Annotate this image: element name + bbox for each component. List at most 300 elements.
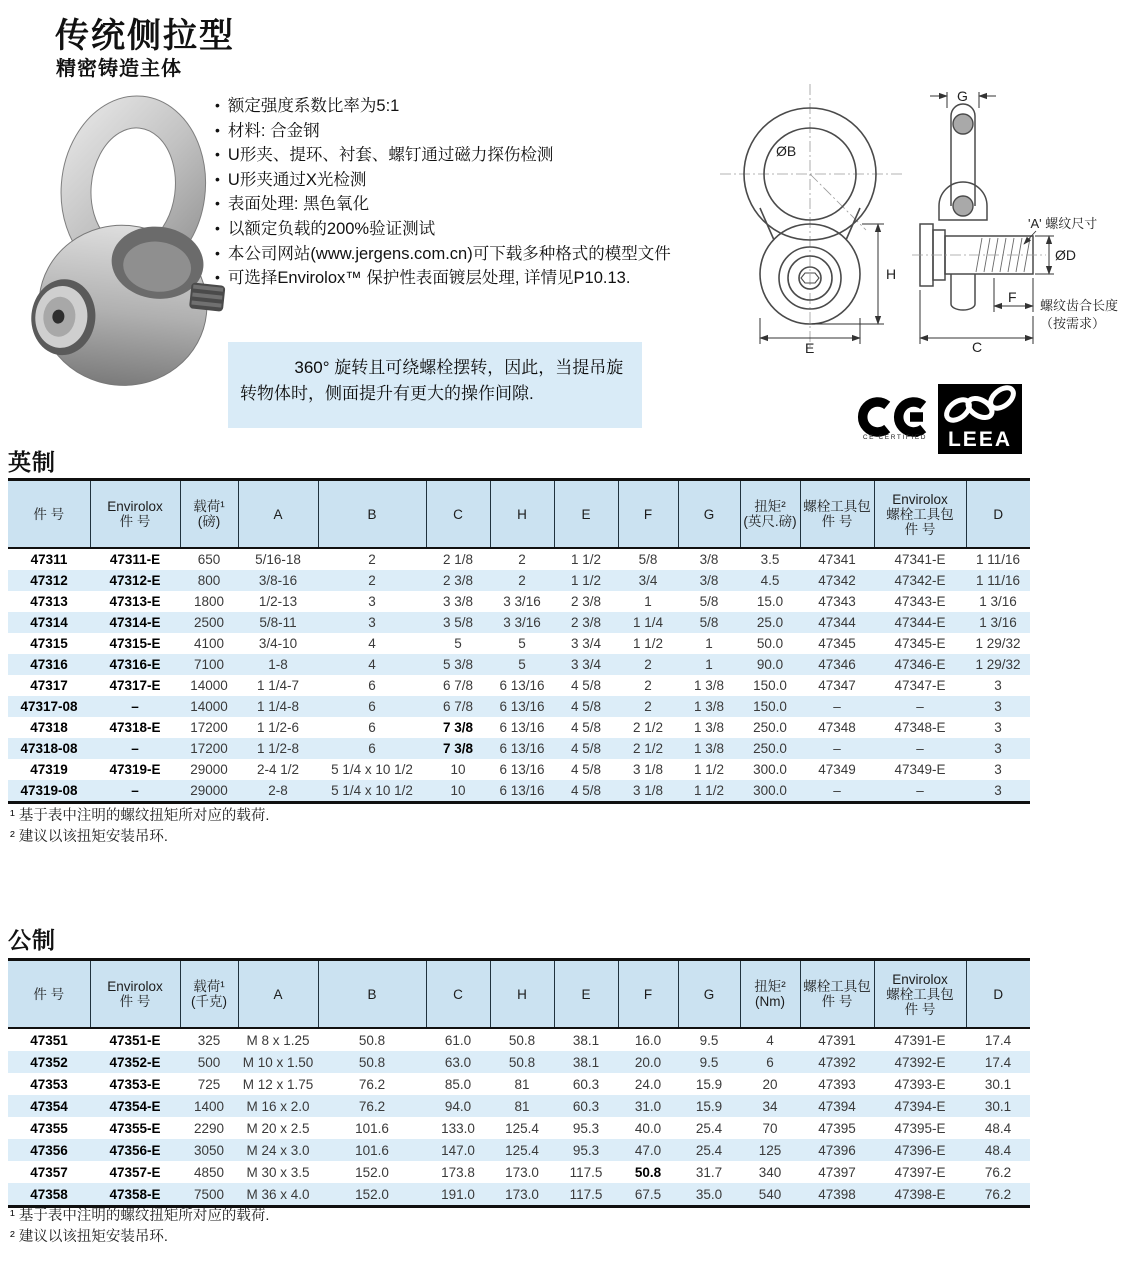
cell: M 12 x 1.75 <box>242 1076 314 1092</box>
cell: 47347-E <box>894 678 946 693</box>
cell: 47395-E <box>894 1120 946 1136</box>
cell: 47311 <box>30 552 68 567</box>
cell: 1 1/4 <box>632 615 664 630</box>
cell: 4850 <box>193 1164 225 1180</box>
cell: 47394-E <box>894 1098 946 1114</box>
cell: 6 13/16 <box>499 783 545 798</box>
table-row <box>8 612 1030 633</box>
table-row <box>8 738 1030 759</box>
column-header: Envirolox 件 号 <box>90 960 180 1029</box>
cell: 14000 <box>190 678 228 693</box>
cell: 5 1/4 x 10 1/2 <box>331 783 413 798</box>
imperial-spec-table <box>8 478 1030 804</box>
table-row <box>8 717 1030 738</box>
ce-caption: CE CERTIFIED <box>862 434 928 441</box>
cell: 14000 <box>190 699 228 714</box>
column-header: G <box>678 480 740 549</box>
cell: 3 3/4 <box>570 657 602 672</box>
table-row <box>8 591 1030 612</box>
cell: 47397-E <box>894 1164 946 1180</box>
cell: 47352 <box>30 1054 68 1070</box>
cell: 4 5/8 <box>570 762 602 777</box>
cell: 47314 <box>30 615 68 630</box>
cell: 47346-E <box>894 657 946 672</box>
cell: 47349 <box>818 762 856 777</box>
cell: 60.3 <box>572 1098 600 1114</box>
cell: 30.1 <box>984 1098 1012 1114</box>
cell: – <box>916 783 924 798</box>
cell: 76.2 <box>984 1186 1012 1202</box>
cell: 5 <box>518 657 526 672</box>
cell: 20 <box>762 1076 778 1092</box>
cell: 4 5/8 <box>570 678 602 693</box>
cell: 1 29/32 <box>975 636 1021 651</box>
cell: 3 <box>994 741 1002 756</box>
header-row <box>8 960 1030 1029</box>
cell: 17.4 <box>984 1054 1012 1070</box>
table-row <box>8 1139 1030 1161</box>
dim-label-h: H <box>886 266 897 282</box>
cell: 17.4 <box>984 1032 1012 1048</box>
cell: 47346 <box>818 657 856 672</box>
cell: 47342 <box>818 573 856 588</box>
cell: 1400 <box>193 1098 225 1114</box>
cell: 67.5 <box>634 1186 662 1202</box>
cell: 1 1/4-8 <box>256 699 300 714</box>
cell: 191.0 <box>441 1186 475 1202</box>
footnote: ² 建议以该扭矩安装吊环. <box>10 1229 168 1245</box>
table-row <box>8 633 1030 654</box>
cell: 70 <box>762 1120 778 1136</box>
cell: 7 3/8 <box>442 741 474 756</box>
cell: 1 1/2 <box>693 762 725 777</box>
cell: 5/8 <box>638 552 658 567</box>
column-header: 件 号 <box>8 960 90 1029</box>
cell: 125.4 <box>505 1120 539 1136</box>
cell: 6 <box>368 720 376 735</box>
cell: M 10 x 1.50 <box>242 1054 314 1070</box>
cell: 60.3 <box>572 1076 600 1092</box>
dim-label-d: ØD <box>1055 247 1076 263</box>
cell: 47357-E <box>109 1164 161 1180</box>
cell: 47319-08 <box>20 783 78 798</box>
cell: 47311-E <box>109 552 161 567</box>
cell: 20.0 <box>634 1054 662 1070</box>
cell: 3 5/8 <box>442 615 474 630</box>
cell: 3 3/16 <box>503 594 541 609</box>
cell: 48.4 <box>984 1142 1012 1158</box>
cell: 1 11/16 <box>975 552 1021 567</box>
cell: 3 <box>994 678 1002 693</box>
column-header: D <box>966 480 1030 549</box>
cell: 125.4 <box>505 1142 539 1158</box>
cell: 47318 <box>30 720 68 735</box>
cell: 47355 <box>30 1120 68 1136</box>
table-row <box>8 654 1030 675</box>
column-header: C <box>426 480 490 549</box>
column-header: B <box>318 480 426 549</box>
cell: 61.0 <box>444 1032 472 1048</box>
cell: 47392 <box>818 1054 856 1070</box>
page-subtitle: 精密铸造主体 <box>56 58 182 80</box>
feature-item: • U形夹、提环、衬套、螺钉通过磁力探伤检测 <box>213 143 721 168</box>
cell: 1 1/4-7 <box>256 678 300 693</box>
cell: 47354-E <box>109 1098 161 1114</box>
engagement-label-1: 螺纹齿合长度 <box>1040 298 1119 313</box>
cell: 1 3/16 <box>979 594 1017 609</box>
cell: 30.1 <box>984 1076 1012 1092</box>
cell: 47398-E <box>894 1186 946 1202</box>
cell: 85.0 <box>444 1076 472 1092</box>
cell: 150.0 <box>753 678 787 693</box>
cell: 6 13/16 <box>499 720 545 735</box>
cell: 1 11/16 <box>975 573 1021 588</box>
cell: 47317-E <box>109 678 161 693</box>
cell: 3 <box>994 762 1002 777</box>
cell: 6 13/16 <box>499 741 545 756</box>
column-header: H <box>490 960 554 1029</box>
column-header: A <box>238 480 318 549</box>
table-row <box>8 1183 1030 1207</box>
cell: – <box>131 699 139 714</box>
chain-icon <box>938 384 1022 428</box>
cell: 2-8 <box>268 783 288 798</box>
cell: 2 3/8 <box>442 573 474 588</box>
cell: 2 3/8 <box>570 615 602 630</box>
cell: 1 1/2 <box>570 552 602 567</box>
cell: 31.7 <box>695 1164 723 1180</box>
cell: 47397 <box>818 1164 856 1180</box>
cell: 2 <box>644 657 652 672</box>
cell: 7100 <box>193 657 225 672</box>
table-row <box>8 1028 1030 1051</box>
cell: 117.5 <box>569 1186 603 1202</box>
column-header: C <box>426 960 490 1029</box>
cell: 4 5/8 <box>570 783 602 798</box>
cell: 1 3/8 <box>693 699 725 714</box>
cell: – <box>916 741 924 756</box>
cell: 31.0 <box>634 1098 662 1114</box>
cell: 4100 <box>193 636 225 651</box>
column-header: 螺栓工具包 件 号 <box>800 960 874 1029</box>
cell: M 36 x 4.0 <box>246 1186 310 1202</box>
cell: M 30 x 3.5 <box>246 1164 310 1180</box>
cell: 325 <box>197 1032 221 1048</box>
cell: 47355-E <box>109 1120 161 1136</box>
cell: 6 <box>368 699 376 714</box>
cell: 4.5 <box>760 573 780 588</box>
cell: 173.0 <box>505 1164 539 1180</box>
table-row <box>8 759 1030 780</box>
leea-logo <box>938 384 1022 454</box>
cell: 94.0 <box>444 1098 472 1114</box>
cell: 47347 <box>818 678 856 693</box>
cell: 29000 <box>190 783 228 798</box>
column-header: F <box>618 480 678 549</box>
cell: 133.0 <box>441 1120 475 1136</box>
cell: 1 1/2 <box>632 636 664 651</box>
cell: 81 <box>514 1098 530 1114</box>
metric-footnotes <box>10 1206 269 1248</box>
table-row <box>8 1161 1030 1183</box>
cell: 150.0 <box>753 699 787 714</box>
cell: 95.3 <box>572 1120 600 1136</box>
cell: 50.8 <box>508 1032 536 1048</box>
cell: 250.0 <box>753 741 787 756</box>
cell: 47.0 <box>634 1142 662 1158</box>
column-header: F <box>618 960 678 1029</box>
table-row <box>8 548 1030 570</box>
cell: 47358 <box>30 1186 68 1202</box>
cell: 76.2 <box>358 1076 386 1092</box>
cell: 2290 <box>193 1120 225 1136</box>
cell: 3 3/16 <box>503 615 541 630</box>
cell: 650 <box>197 552 221 567</box>
column-header: H <box>490 480 554 549</box>
cell: 47312-E <box>109 573 161 588</box>
cell: 47348 <box>818 720 856 735</box>
cell: 3 3/8 <box>442 594 474 609</box>
cell: 50.0 <box>756 636 784 651</box>
cell: 47351 <box>30 1032 68 1048</box>
cell: 47354 <box>30 1098 68 1114</box>
cell: 1 <box>705 636 713 651</box>
cell: 6 <box>368 741 376 756</box>
table-row <box>8 1095 1030 1117</box>
cell: 2 1/8 <box>442 552 474 567</box>
table-row <box>8 696 1030 717</box>
cell: 1 3/8 <box>693 720 725 735</box>
cell: 47398 <box>818 1186 856 1202</box>
cell: 3/8 <box>699 552 719 567</box>
cell: 4 5/8 <box>570 699 602 714</box>
cell: 3050 <box>193 1142 225 1158</box>
column-header: 扭矩² (英尺.磅) <box>740 480 800 549</box>
cell: 2 <box>518 573 526 588</box>
cell: 47345 <box>818 636 856 651</box>
column-header: 螺栓工具包 件 号 <box>800 480 874 549</box>
cell: 7 3/8 <box>442 720 474 735</box>
cell: 29000 <box>190 762 228 777</box>
cell: 6 13/16 <box>499 762 545 777</box>
cell: 300.0 <box>753 762 787 777</box>
cell: 7500 <box>193 1186 225 1202</box>
cell: 47345-E <box>894 636 946 651</box>
cell: 47317-08 <box>20 699 78 714</box>
cell: 34 <box>762 1098 778 1114</box>
table-row <box>8 1051 1030 1073</box>
cell: 1 <box>705 657 713 672</box>
cell: 47315 <box>30 636 68 651</box>
column-header: 载荷¹ (千克) <box>180 960 238 1029</box>
cell: 47341 <box>818 552 856 567</box>
cell: 47343-E <box>894 594 946 609</box>
cell: 5 3/8 <box>442 657 474 672</box>
metric-spec-table <box>8 958 1030 1208</box>
column-header: D <box>966 960 1030 1029</box>
feature-item: • 材料: 合金钢 <box>213 119 721 144</box>
cell: 6 13/16 <box>499 678 545 693</box>
cell: 1 29/32 <box>975 657 1021 672</box>
cell: 38.1 <box>572 1054 600 1070</box>
cell: 76.2 <box>358 1098 386 1114</box>
cell: 3/8 <box>699 573 719 588</box>
cell: 2500 <box>193 615 225 630</box>
cell: 63.0 <box>444 1054 472 1070</box>
cell: 5/16-18 <box>255 552 301 567</box>
cell: 5/8 <box>699 615 719 630</box>
cell: 47356-E <box>109 1142 161 1158</box>
cell: 3 <box>368 615 376 630</box>
cell: 47353-E <box>109 1076 161 1092</box>
cell: 81 <box>514 1076 530 1092</box>
cell: 47341-E <box>894 552 946 567</box>
cell: 47342-E <box>894 573 946 588</box>
cell: 725 <box>197 1076 221 1092</box>
cell: 1 3/8 <box>693 678 725 693</box>
cell: 47316-E <box>109 657 161 672</box>
cell: 25.4 <box>695 1120 723 1136</box>
cell: 4 <box>368 636 376 651</box>
cell: M 8 x 1.25 <box>246 1032 310 1048</box>
cell: 10 <box>450 783 466 798</box>
cell: 101.6 <box>355 1120 389 1136</box>
feature-item: • U形夹通过X光检测 <box>213 168 721 193</box>
cell: 1 1/2 <box>570 573 602 588</box>
cell: 47353 <box>30 1076 68 1092</box>
page-title: 传统侧拉型 <box>55 17 235 55</box>
cell: M 24 x 3.0 <box>246 1142 310 1158</box>
cell: 1 <box>644 594 652 609</box>
column-header: G <box>678 960 740 1029</box>
column-header: B <box>318 960 426 1029</box>
cell: 1 1/2 <box>693 783 725 798</box>
cell: 300.0 <box>753 783 787 798</box>
cell: 2 <box>368 573 376 588</box>
cell: 17200 <box>190 741 228 756</box>
cell: 5 <box>518 636 526 651</box>
rotation-note-text: 360° 旋转且可绕螺栓摆转，因此，当提吊旋转物体时，侧面提升有更大的操作间隙. <box>240 358 624 403</box>
cell: 3 <box>994 783 1002 798</box>
dim-label-b: ØB <box>776 143 797 159</box>
cell: 1-8 <box>268 657 288 672</box>
column-header: E <box>554 480 618 549</box>
cell: 2 <box>368 552 376 567</box>
cell: 38.1 <box>572 1032 600 1048</box>
cell: 47344 <box>818 615 856 630</box>
cell: 47319-E <box>109 762 161 777</box>
feature-list <box>213 94 721 291</box>
table-row <box>8 1073 1030 1095</box>
column-header: A <box>238 960 318 1029</box>
cell: 50.8 <box>508 1054 536 1070</box>
cell: 2-4 1/2 <box>256 762 300 777</box>
cell: 2 <box>644 678 652 693</box>
cell: 47349-E <box>894 762 946 777</box>
dim-label-f: F <box>1008 289 1017 305</box>
leea-label: LEEA <box>947 428 1012 451</box>
cell: 500 <box>197 1054 221 1070</box>
cell: 47395 <box>818 1120 856 1136</box>
feature-item: • 以额定负载的200%验证测试 <box>213 217 721 242</box>
column-header: 件 号 <box>8 480 90 549</box>
cell: 6 7/8 <box>442 678 474 693</box>
cell: 47393-E <box>894 1076 946 1092</box>
cell: 17200 <box>190 720 228 735</box>
cell: 5/8-11 <box>259 615 297 630</box>
cell: – <box>916 699 924 714</box>
cell: 47315-E <box>109 636 161 651</box>
cell: 47318-E <box>109 720 161 735</box>
cell: 117.5 <box>569 1164 603 1180</box>
table-row <box>8 780 1030 803</box>
cell: 47392-E <box>894 1054 946 1070</box>
cell: 340 <box>758 1164 782 1180</box>
feature-item: • 表面处理: 黑色氧化 <box>213 192 721 217</box>
cell: – <box>833 783 841 798</box>
imperial-section-title: 英制 <box>8 449 56 475</box>
cell: 47312 <box>30 573 68 588</box>
cell: 6 <box>368 678 376 693</box>
cell: 47352-E <box>109 1054 161 1070</box>
cell: 47394 <box>818 1098 856 1114</box>
cell: 2 <box>644 699 652 714</box>
cell: 47343 <box>818 594 856 609</box>
feature-item: • 额定强度系数比率为5:1 <box>213 94 721 119</box>
cell: 47357 <box>30 1164 68 1180</box>
cell: 47313 <box>30 594 68 609</box>
cell: 47344-E <box>894 615 946 630</box>
cell: 800 <box>197 573 221 588</box>
column-header: Envirolox 件 号 <box>90 480 180 549</box>
cell: 47391-E <box>894 1032 946 1048</box>
cell: 24.0 <box>634 1076 662 1092</box>
cell: 15.0 <box>756 594 784 609</box>
cell: 3 <box>994 720 1002 735</box>
cell: 4 <box>368 657 376 672</box>
cell: 250.0 <box>753 720 787 735</box>
cell: 2 1/2 <box>632 741 664 756</box>
product-photo <box>28 88 238 394</box>
cell: 5 <box>454 636 462 651</box>
cell: 47358-E <box>109 1186 161 1202</box>
cell: 47348-E <box>894 720 946 735</box>
column-header: E <box>554 960 618 1029</box>
cell: 3/8-16 <box>258 573 298 588</box>
cell: 6 <box>766 1054 774 1070</box>
cell: 25.0 <box>756 615 784 630</box>
engagement-label-2: （按需求） <box>1040 316 1106 331</box>
cell: 47351-E <box>109 1032 161 1048</box>
cell: 3 <box>368 594 376 609</box>
column-header: Envirolox 螺栓工具包 件 号 <box>874 960 966 1029</box>
cell: 47318-08 <box>20 741 78 756</box>
cell: 1/2-13 <box>258 594 298 609</box>
cell: 3/4-10 <box>258 636 298 651</box>
cell: 48.4 <box>984 1120 1012 1136</box>
cell: 6 7/8 <box>442 699 474 714</box>
cell: – <box>833 741 841 756</box>
cell: 9.5 <box>699 1054 719 1070</box>
cell: 152.0 <box>355 1164 389 1180</box>
cell: 173.8 <box>441 1164 475 1180</box>
cell: 47391 <box>818 1032 856 1048</box>
cell: 5/8 <box>699 594 719 609</box>
cell: 16.0 <box>634 1032 662 1048</box>
footnote: ¹ 基于表中注明的螺纹扭矩所对应的载荷. <box>10 1208 270 1224</box>
cell: 47314-E <box>109 615 161 630</box>
cell: 173.0 <box>505 1186 539 1202</box>
